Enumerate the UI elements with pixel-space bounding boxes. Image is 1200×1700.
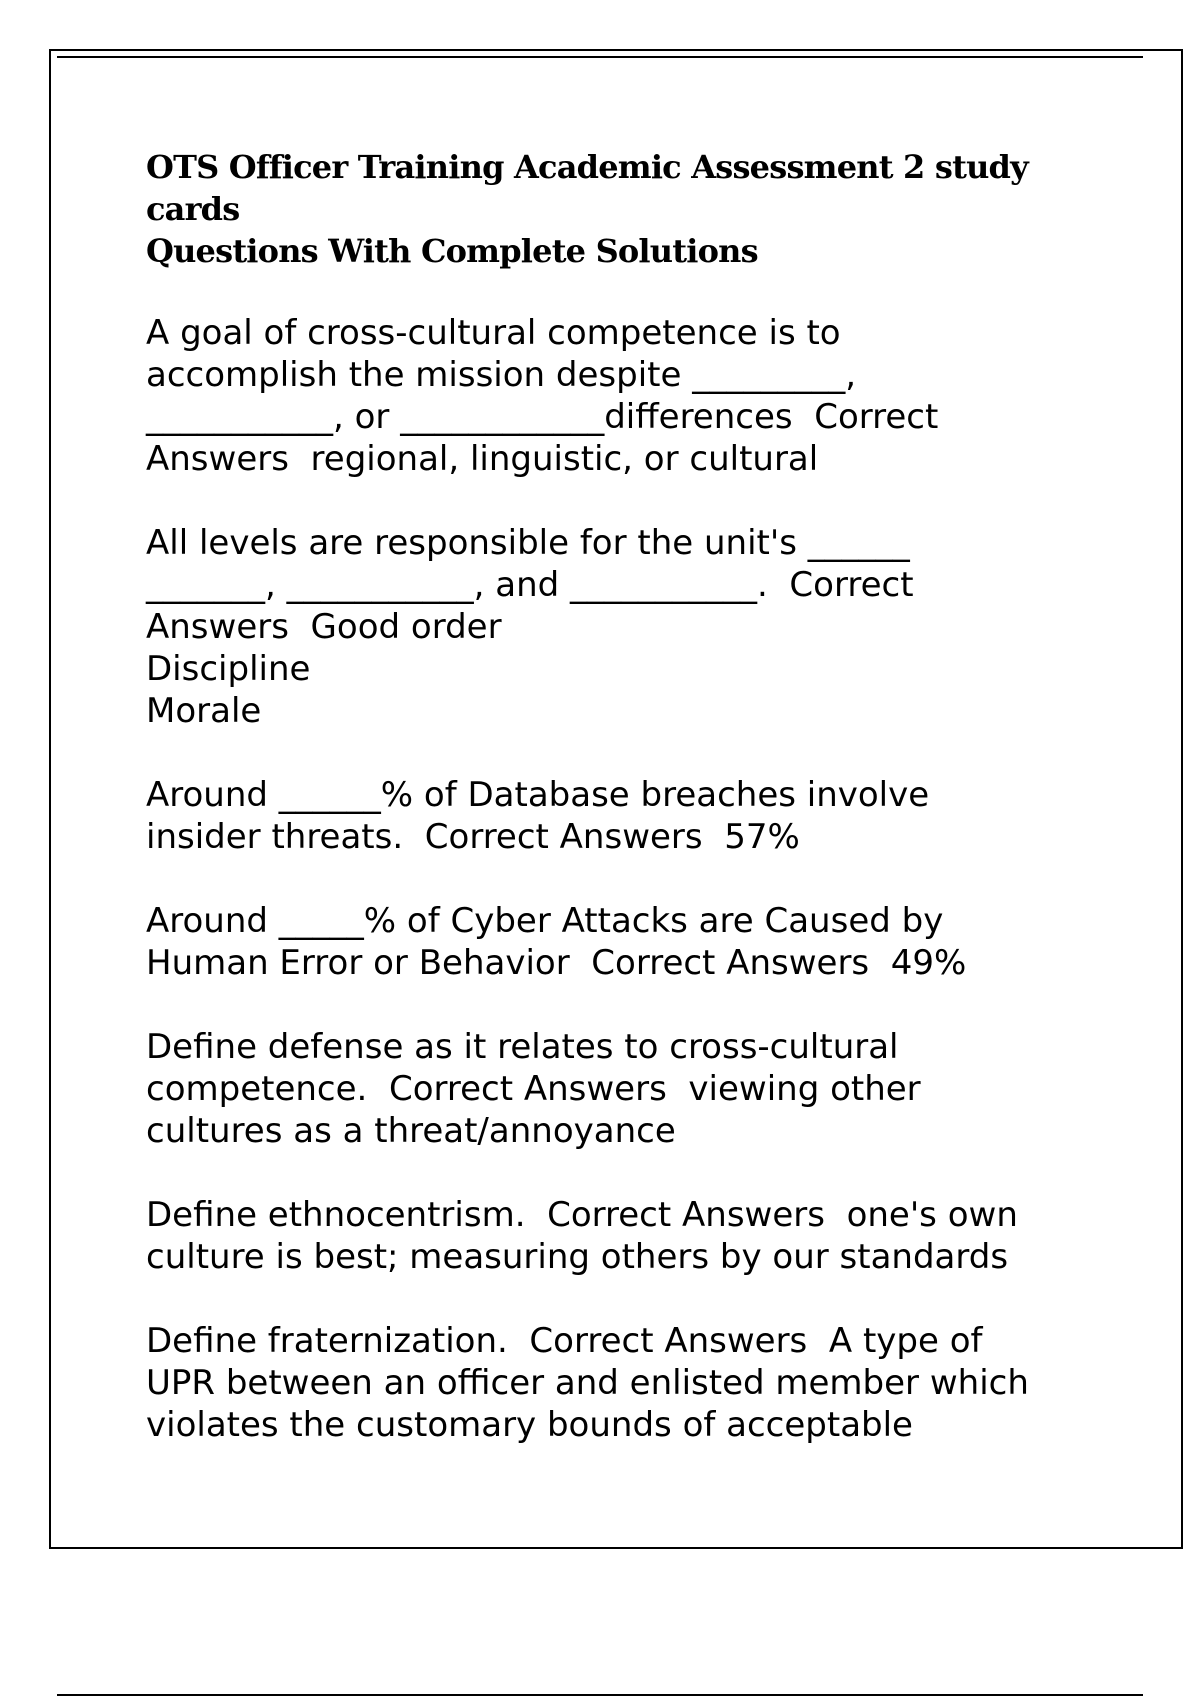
top-rule [57,56,1143,58]
qa-item-cyber-attacks [146,900,1106,984]
qa-line: Around ______% of Database breaches involve [146,775,930,815]
qa-line: Human Error or Behavior Correct Answers 49% [146,943,967,983]
qa-line: Define defense as it relates to cross-cultural [146,1027,899,1067]
qa-line: UPR between an officer and enlisted member which [146,1363,1029,1403]
qa-item-cross-cultural-goal [146,312,1106,480]
qa-line: Define fraternization. Correct Answers A type of [146,1321,983,1361]
qa-item-unit-responsibility [146,522,1106,732]
qa-line: Morale [146,691,262,731]
qa-line: Discipline [146,649,311,689]
qa-item-define-defense [146,1026,1106,1152]
qa-line: ___________, or ____________differences Correct [146,397,939,437]
title-line: OTS Officer Training Academic Assessment 2 study cards [146,148,1028,228]
qa-item-database-breaches [146,774,1106,858]
title-line: Questions With Complete Solutions [146,232,758,270]
qa-line: Around _____% of Cyber Attacks are Caused by [146,901,944,941]
document-title [146,146,1106,272]
document-content [146,146,1106,1488]
qa-line: accomplish the mission despite _________, [146,355,856,395]
qa-line: violates the customary bounds of acceptable [146,1405,913,1445]
qa-line: culture is best; measuring others by our standards [146,1237,1009,1277]
qa-item-define-ethnocentrism [146,1194,1106,1278]
qa-line: Answers Good order [146,607,502,647]
qa-line: Answers regional, linguistic, or cultural [146,439,819,479]
bottom-rule [57,1694,1143,1696]
qa-line: A goal of cross-cultural competence is to [146,313,841,353]
qa-line: insider threats. Correct Answers 57% [146,817,800,857]
qa-line: _______, ___________, and ___________. Correct [146,565,914,605]
qa-line: competence. Correct Answers viewing other [146,1069,921,1109]
qa-line: All levels are responsible for the unit's ______ [146,523,910,563]
qa-item-define-fraternization [146,1320,1106,1446]
qa-line: Define ethnocentrism. Correct Answers one's own [146,1195,1018,1235]
qa-line: cultures as a threat/annoyance [146,1111,676,1151]
